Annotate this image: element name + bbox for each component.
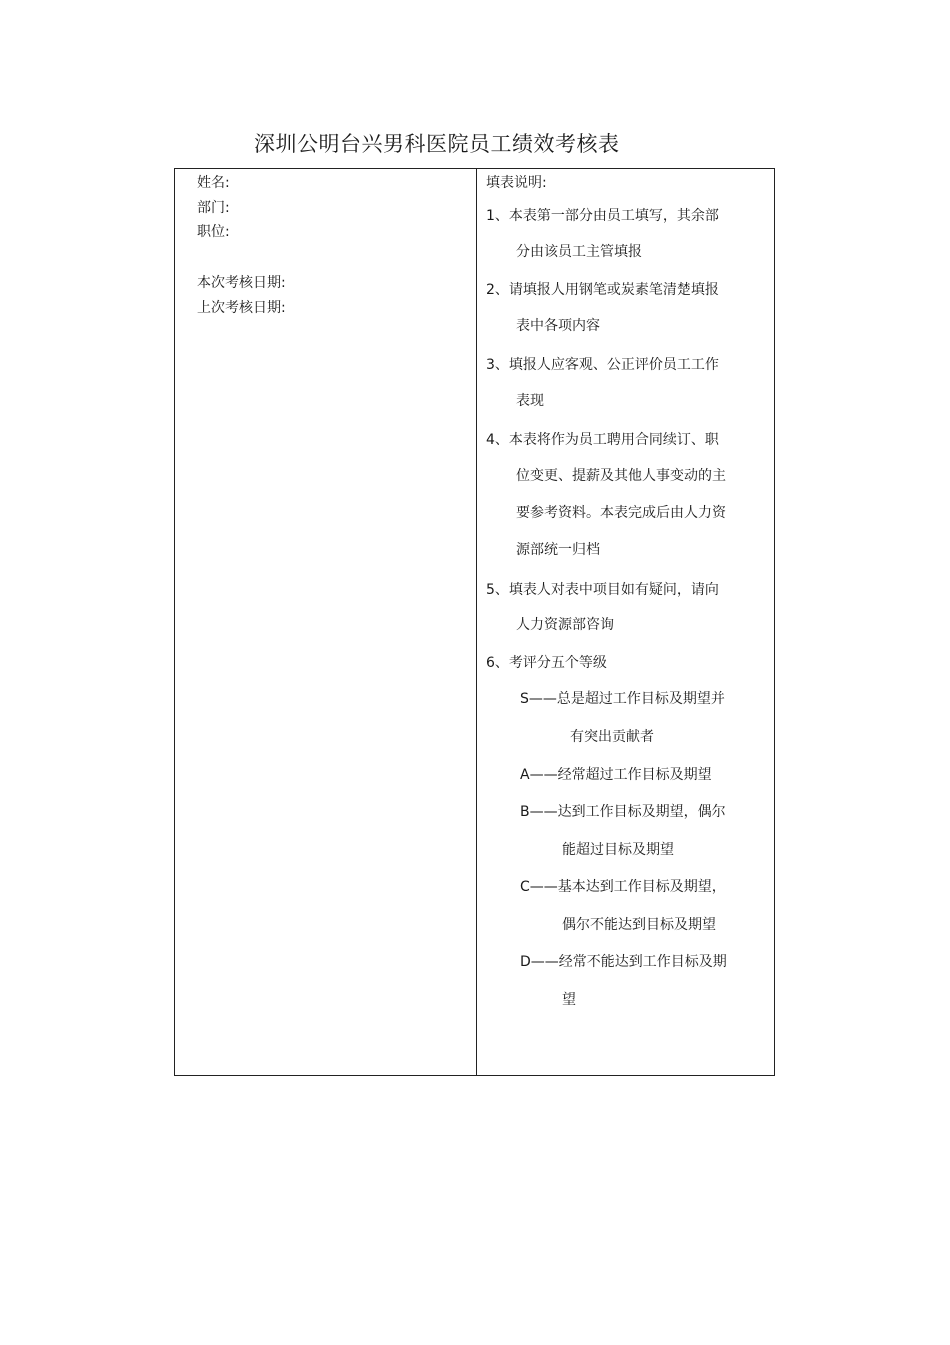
grade-d-line-2: 望 [562,992,576,1008]
current-review-date-label: 本次考核日期: [197,275,286,291]
instruction-5-line-1: 5、填表人对表中项目如有疑问，请向 [486,582,719,598]
appraisal-table [174,168,775,1076]
grade-b-line-2: 能超过目标及期望 [562,842,674,858]
instruction-4-line-3: 要参考资料。本表完成后由人力资 [516,505,726,521]
grade-c-line-1: C——基本达到工作目标及期望， [520,879,726,895]
instruction-5-line-2: 人力资源部咨询 [516,617,614,633]
grade-a: A——经常超过工作目标及期望 [520,767,712,783]
column-divider [476,169,477,1075]
instruction-2-line-1: 2、请填报人用钢笔或炭素笔清楚填报 [486,282,719,298]
instruction-1-line-1: 1、本表第一部分由员工填写，其余部 [486,208,719,224]
grade-c-line-2: 偶尔不能达到目标及期望 [562,917,716,933]
grade-d-line-1: D——经常不能达到工作目标及期 [520,954,727,970]
name-field-label: 姓名: [197,175,230,191]
instruction-3-line-1: 3、填报人应客观、公正评价员工工作 [486,357,719,373]
instruction-2-line-2: 表中各项内容 [516,318,600,334]
instruction-4-line-4: 源部统一归档 [516,542,600,558]
grade-s-line-1: S——总是超过工作目标及期望并 [520,691,725,707]
page-title: 深圳公明台兴男科医院员工绩效考核表 [254,132,620,156]
grade-s-line-2: 有突出贡献者 [570,729,654,745]
instruction-6: 6、考评分五个等级 [486,655,607,671]
department-field-label: 部门: [197,200,230,216]
previous-review-date-label: 上次考核日期: [197,300,286,316]
instruction-4-line-2: 位变更、提薪及其他人事变动的主 [516,468,726,484]
instruction-4-line-1: 4、本表将作为员工聘用合同续订、职 [486,432,719,448]
position-field-label: 职位: [197,224,230,240]
instruction-3-line-2: 表现 [516,393,544,409]
instruction-1-line-2: 分由该员工主管填报 [516,244,642,260]
grade-b-line-1: B——达到工作目标及期望，偶尔 [520,804,726,820]
instructions-heading: 填表说明: [486,175,547,191]
